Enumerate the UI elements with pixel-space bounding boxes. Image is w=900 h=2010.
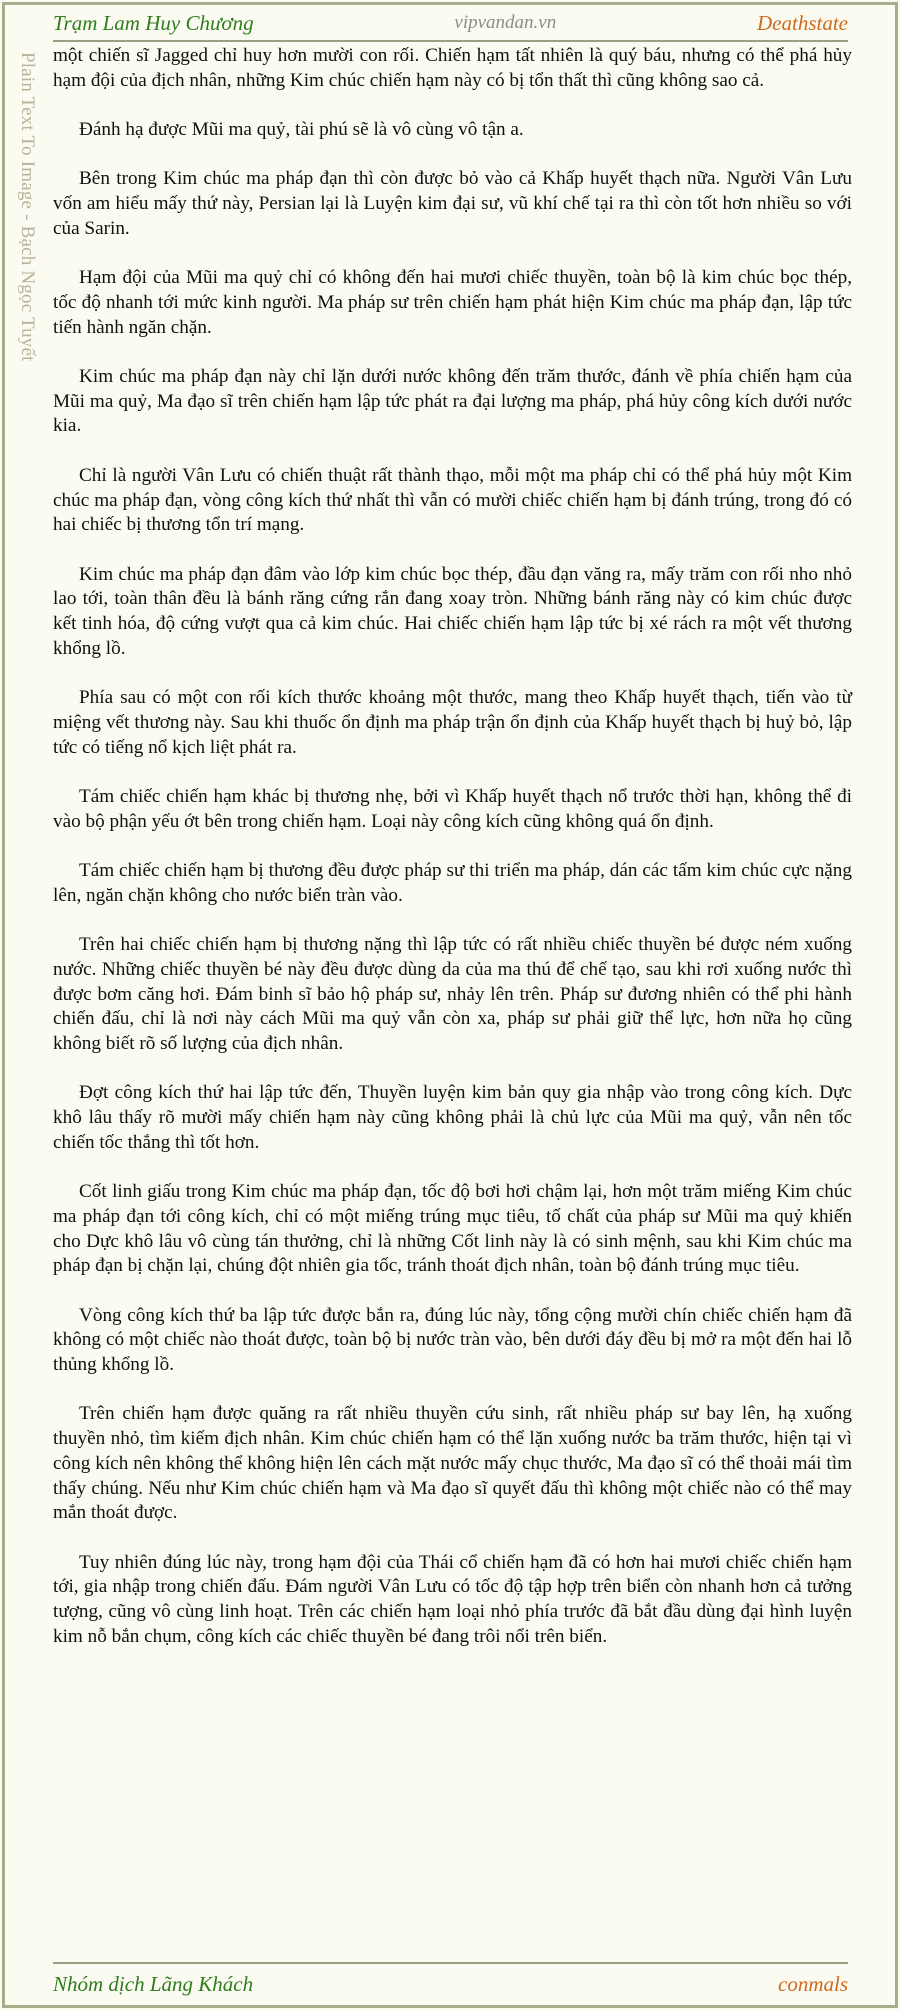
paragraph: Kim chúc ma pháp đạn này chỉ lặn dưới nước không đến trăm thước, đánh về phía chiến hạm của Mũi ma quỷ, Ma đạo sĩ trên chiến hạm lập tức phát ra đại lượng ma pháp, phá hủy công kích dưới nước kia. [53, 366, 852, 437]
paragraph: Cốt linh giấu trong Kim chúc ma pháp đạn, tốc độ bơi hơi chậm lại, hơn một trăm miếng Kim chúc ma pháp đạn tới công kích, chỉ có một miếng trúng mục tiêu, tố chất của pháp sư Mũi ma quỷ khiến cho Dực khô lâu vô cùng tán thưởng, chỉ là những Cốt linh này là có sinh mệnh, sau khi Kim chúc ma pháp đạn bị chặn lại, chúng đột nhiên gia tốc, tránh thoát địch nhân, toàn bộ đánh trúng mục tiêu. [53, 1181, 852, 1277]
paragraph: Trên hai chiếc chiến hạm bị thương nặng thì lập tức có rất nhiều chiếc thuyền bé được ném xuống nước. Những chiếc thuyền bé này đều được dùng da của ma thú để chế tạo, sau khi rơi xuống nước thì được bơm căng hơi. Đám binh sĩ bảo hộ pháp sư, nhảy lên trên. Pháp sư đương nhiên có thể phi hành chiến đấu, chỉ là nơi này cách Mũi ma quỷ vẫn còn xa, pháp sư phải giữ thể lực, hơn nữa họ cũng không biết rõ số lượng của địch nhân. [53, 934, 852, 1054]
paragraph: Vòng công kích thứ ba lập tức được bắn ra, đúng lúc này, tổng cộng mười chín chiếc chiến hạm đã không có một chiếc nào thoát được, toàn bộ bị nước tràn vào, bên dưới đáy đều bị mở ra một đến hai lỗ thủng khổng lồ. [53, 1304, 852, 1376]
paragraph: Tuy nhiên đúng lúc này, trong hạm đội của Thái cổ chiến hạm đã có hơn hai mươi chiếc chiến hạm tới, gia nhập trong chiến đấu. Đám người Vân Lưu có tốc độ tập hợp trên biển còn nhanh hơn cả tưởng tượng, cũng vô cùng linh hoạt. Trên các chiến hạm loại nhỏ phía trước đã bắt đầu dùng đại hình luyện kim nỗ bắn chụm, công kích các chiếc thuyền bé đang trôi nổi trên biển. [53, 1551, 852, 1647]
paragraph: Tám chiếc chiến hạm khác bị thương nhẹ, bởi vì Khấp huyết thạch nổ trước thời hạn, không thể đi vào bộ phận yếu ớt bên trong chiến hạm. Loại này công kích cũng không quá ổn định. [53, 785, 852, 832]
side-watermark [9, 52, 45, 422]
header-title: Trạm Lam Huy Chương [53, 10, 254, 35]
header-author: Deathstate [757, 10, 848, 35]
paragraph: Bên trong Kim chúc ma pháp đạn thì còn được bỏ vào cả Khấp huyết thạch nữa. Người Vân Lưu vốn am hiểu mấy thứ này, Persian lại là Luyện kim đại sư, vũ khí chế tại ra thì còn tốt hơn nhiều so với của Sarin. [53, 168, 852, 239]
paragraph: Kim chúc ma pháp đạn đâm vào lớp kim chúc bọc thép, đầu đạn văng ra, mấy trăm con rối nho nhỏ lao tới, toàn thân đều là bánh răng cứng rắn đang xoay tròn. Những bánh răng này có kim chúc được kết tinh hóa, độ cứng vượt qua cả kim chúc. Hai chiếc chiến hạm lập tức bị xé rách ra một vết thương khổng lồ. [53, 563, 852, 659]
paragraph: Đánh hạ được Mũi ma quỷ, tài phú sẽ là vô cùng vô tận a. [79, 119, 524, 141]
paragraph: Phía sau có một con rối kích thước khoảng một thước, mang theo Khấp huyết thạch, tiến vào từ miệng vết thương này. Sau khi thuốc ổn định ma pháp trận ổn định của Khấp huyết thạch bị huỷ bỏ, lập tức có tiếng nổ kịch liệt phát ra. [53, 687, 852, 758]
page-footer [53, 1962, 848, 2004]
paragraph: Tám chiếc chiến hạm bị thương đều được pháp sư thi triển ma pháp, dán các tấm kim chúc cực nặng lên, ngăn chặn không cho nước biển tràn vào. [53, 860, 852, 906]
paragraph: Hạm đội của Mũi ma quỷ chỉ có không đến hai mươi chiếc thuyền, toàn bộ là kim chúc bọc thép, tốc độ nhanh tới mức kinh người. Ma pháp sư trên chiến hạm phát hiện Kim chúc ma pháp đạn, lập tức tiến hành ngăn chặn. [53, 267, 852, 338]
header-site: vipvandan.vn [454, 12, 557, 33]
footer-translator: Nhóm dịch Lãng Khách [53, 1971, 254, 1996]
paragraph: Chỉ là người Vân Lưu có chiến thuật rất thành thạo, mỗi một ma pháp chỉ có thể phá hủy một Kim chúc ma pháp đạn, vòng công kích thứ nhất thì vẫn có mười chiếc chiến hạm bị đánh trúng, trong đó có hai chiếc bị thương tổn trí mạng. [53, 464, 852, 536]
paragraph: Đợt công kích thứ hai lập tức đến, Thuyền luyện kim bản quy gia nhập vào trong công kích. Dực khô lâu thấy rõ mười mấy chiến hạm này cũng không phải là chủ lực của Mũi ma quỷ, vẫn nên tốc chiến tốc thắng thì tốt hơn. [53, 1082, 852, 1153]
paragraph: một chiến sĩ Jagged chỉ huy hơn mười con rối. Chiến hạm tất nhiên là quý báu, nhưng có thể phá hủy hạm đội của địch nhân, những Kim chúc chiến hạm này có bị tổn thất thì cũng không sao cả. [53, 45, 852, 91]
chapter-body [53, 44, 852, 1674]
page-header [53, 6, 848, 42]
side-watermark-text: Plain Text To Image - Bạch Ngọc Tuyết [17, 52, 38, 362]
paragraph: Trên chiến hạm được quăng ra rất nhiều thuyền cứu sinh, rất nhiều pháp sư bay lên, hạ xuống thuyền nhỏ, tìm kiếm địch nhân. Kim chúc chiến hạm có thể lặn xuống nước ba trăm thước, hiện tại vì công kích nên không thể không hiện lên cách mặt nước mấy chục thước, Ma đạo sĩ có thể thoải mái tìm thấy chúng. Nếu như Kim chúc chiến hạm và Ma đạo sĩ quyết đấu thì không một chiếc nào có thể may mắn thoát được. [53, 1403, 852, 1524]
footer-editor: conmals [778, 1971, 848, 1996]
